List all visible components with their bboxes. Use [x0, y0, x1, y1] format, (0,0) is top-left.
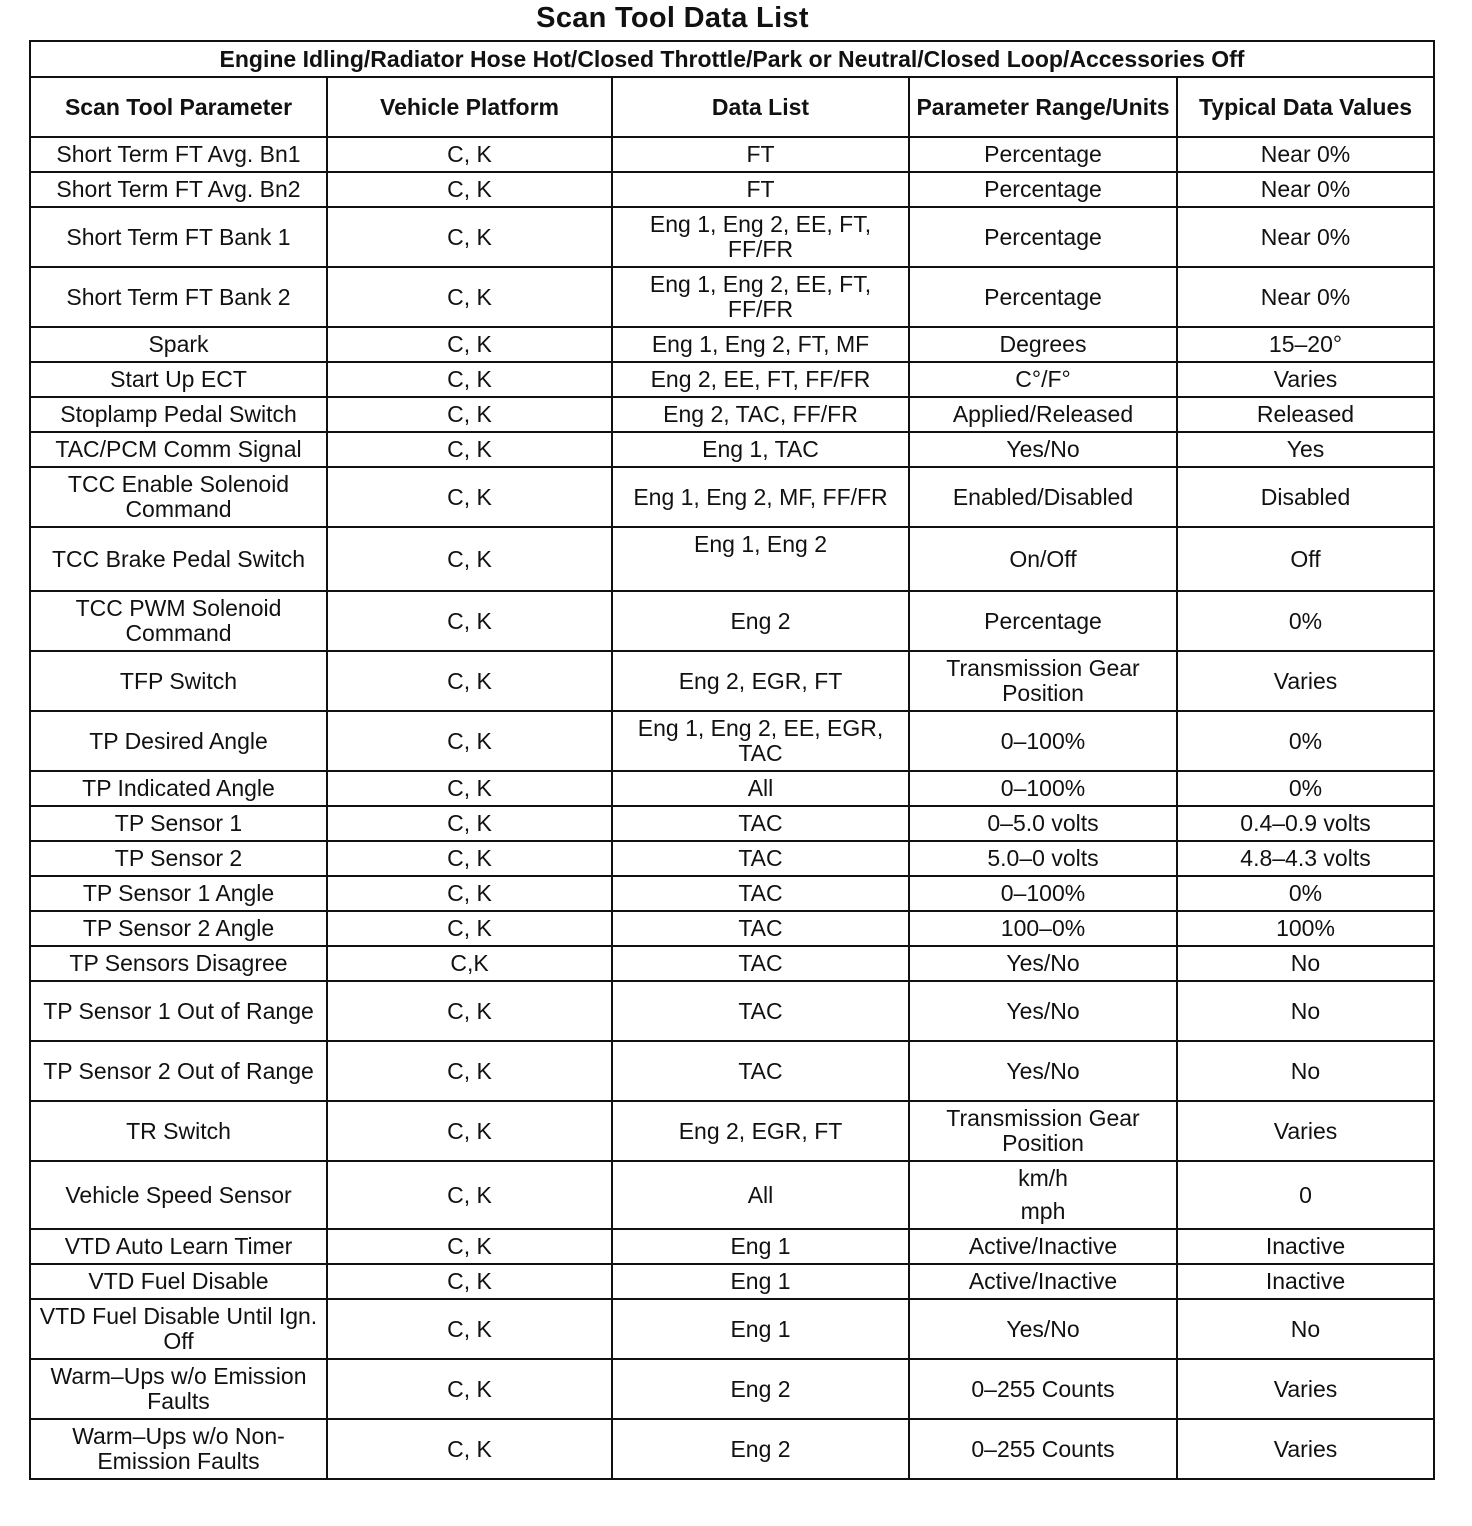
cell-range: Yes/No [909, 1041, 1177, 1101]
cell-range: Percentage [909, 137, 1177, 172]
cell-parameter: TCC Brake Pedal Switch [30, 527, 327, 591]
cell-data-list: TAC [612, 911, 909, 946]
cell-data-list: Eng 2, EE, FT, FF/FR [612, 362, 909, 397]
cell-parameter: TFP Switch [30, 651, 327, 711]
table-row [30, 432, 1434, 467]
cell-typical: No [1177, 1041, 1434, 1101]
cell-data-list: Eng 2, EGR, FT [612, 1101, 909, 1161]
cell-data-list: Eng 1 [612, 1264, 909, 1299]
scan-tool-data-table [29, 40, 1435, 1480]
cell-data-list: Eng 1, Eng 2, MF, FF/FR [612, 467, 909, 527]
cell-platform: C, K [327, 527, 612, 591]
table-row [30, 1359, 1434, 1419]
cell-data-list: Eng 1, Eng 2, FT, MF [612, 327, 909, 362]
cell-range: Enabled/Disabled [909, 467, 1177, 527]
document-title: Scan Tool Data List [536, 2, 809, 34]
cell-parameter: TP Sensor 1 [30, 806, 327, 841]
cell-range: 0–255 Counts [909, 1419, 1177, 1479]
cell-typical: Near 0% [1177, 207, 1434, 267]
column-header-platform: Vehicle Platform [327, 77, 612, 137]
cell-parameter: Warm–Ups w/o Emission Faults [30, 1359, 327, 1419]
cell-range: Percentage [909, 172, 1177, 207]
cell-typical: Varies [1177, 362, 1434, 397]
table-row [30, 771, 1434, 806]
table-row [30, 841, 1434, 876]
cell-data-list: Eng 1, TAC [612, 432, 909, 467]
cell-range: 0–100% [909, 876, 1177, 911]
cell-data-list: TAC [612, 981, 909, 1041]
cell-parameter: TP Sensors Disagree [30, 946, 327, 981]
cell-platform: C, K [327, 137, 612, 172]
cell-platform: C, K [327, 1101, 612, 1161]
table-row [30, 1101, 1434, 1161]
cell-typical: Released [1177, 397, 1434, 432]
cell-data-list: TAC [612, 946, 909, 981]
cell-platform: C, K [327, 771, 612, 806]
cell-typical: 0.4–0.9 volts [1177, 806, 1434, 841]
table-row [30, 362, 1434, 397]
cell-range: On/Off [909, 527, 1177, 591]
cell-parameter: TP Sensor 1 Angle [30, 876, 327, 911]
cell-typical: 0% [1177, 591, 1434, 651]
cell-parameter: TCC Enable Solenoid Command [30, 467, 327, 527]
cell-platform: C, K [327, 1359, 612, 1419]
cell-parameter: Short Term FT Avg. Bn1 [30, 137, 327, 172]
cell-platform: C, K [327, 1299, 612, 1359]
cell-data-list: All [612, 1161, 909, 1229]
cell-parameter: Short Term FT Avg. Bn2 [30, 172, 327, 207]
table-row [30, 1041, 1434, 1101]
cell-platform: C, K [327, 432, 612, 467]
cell-data-list: FT [612, 172, 909, 207]
cell-parameter: Short Term FT Bank 1 [30, 207, 327, 267]
cell-data-list: Eng 1 [612, 1229, 909, 1264]
column-header-parameter: Scan Tool Parameter [30, 77, 327, 137]
cell-parameter: Vehicle Speed Sensor [30, 1161, 327, 1229]
table-row [30, 172, 1434, 207]
table-row [30, 327, 1434, 362]
cell-typical: No [1177, 981, 1434, 1041]
cell-parameter: VTD Fuel Disable [30, 1264, 327, 1299]
cell-data-list: Eng 1, Eng 2, EE, EGR, TAC [612, 711, 909, 771]
cell-data-list: All [612, 771, 909, 806]
cell-platform: C, K [327, 651, 612, 711]
table-row [30, 137, 1434, 172]
cell-typical: Near 0% [1177, 172, 1434, 207]
cell-typical: 4.8–4.3 volts [1177, 841, 1434, 876]
table-row [30, 651, 1434, 711]
table-row [30, 876, 1434, 911]
cell-platform: C, K [327, 362, 612, 397]
cell-range: Transmission Gear Position [909, 1101, 1177, 1161]
table-row [30, 527, 1434, 591]
cell-range: Yes/No [909, 432, 1177, 467]
table-row [30, 711, 1434, 771]
cell-data-list: Eng 2 [612, 1419, 909, 1479]
range-kmh: km/h [1018, 1165, 1068, 1191]
cell-typical: Off [1177, 527, 1434, 591]
cell-parameter: Stoplamp Pedal Switch [30, 397, 327, 432]
cell-range [909, 1161, 1177, 1229]
cell-typical: No [1177, 946, 1434, 981]
cell-parameter: TP Sensor 1 Out of Range [30, 981, 327, 1041]
table-row [30, 981, 1434, 1041]
cell-range: Applied/Released [909, 397, 1177, 432]
column-header-range-units: Parameter Range/Units [909, 77, 1177, 137]
cell-parameter: TP Indicated Angle [30, 771, 327, 806]
table-row [30, 806, 1434, 841]
cell-typical: 0 [1177, 1161, 1434, 1229]
table-row [30, 1229, 1434, 1264]
table-row [30, 1419, 1434, 1479]
cell-typical: Inactive [1177, 1229, 1434, 1264]
test-conditions-header: Engine Idling/Radiator Hose Hot/Closed Throttle/Park or Neutral/Closed Loop/Accessories Off [30, 41, 1434, 77]
cell-parameter: TCC PWM Solenoid Command [30, 591, 327, 651]
cell-parameter: Spark [30, 327, 327, 362]
cell-platform: C,K [327, 946, 612, 981]
cell-platform: C, K [327, 397, 612, 432]
cell-typical: 0% [1177, 771, 1434, 806]
cell-typical: Varies [1177, 1101, 1434, 1161]
cell-typical: No [1177, 1299, 1434, 1359]
cell-range: Transmission Gear Position [909, 651, 1177, 711]
table-row [30, 467, 1434, 527]
range-mph: mph [1020, 1198, 1066, 1224]
cell-parameter: VTD Fuel Disable Until Ign. Off [30, 1299, 327, 1359]
cell-data-list: Eng 1, Eng 2 [612, 527, 909, 591]
cell-parameter: Short Term FT Bank 2 [30, 267, 327, 327]
cell-parameter: TP Desired Angle [30, 711, 327, 771]
cell-typical: 0% [1177, 711, 1434, 771]
cell-typical: Yes [1177, 432, 1434, 467]
cell-platform: C, K [327, 591, 612, 651]
table-row [30, 1299, 1434, 1359]
cell-range: Percentage [909, 591, 1177, 651]
column-header-typical-values: Typical Data Values [1177, 77, 1434, 137]
cell-typical: Varies [1177, 651, 1434, 711]
table-row [30, 911, 1434, 946]
cell-platform: C, K [327, 841, 612, 876]
cell-parameter: VTD Auto Learn Timer [30, 1229, 327, 1264]
cell-range: 0–5.0 volts [909, 806, 1177, 841]
table-row [30, 397, 1434, 432]
cell-platform: C, K [327, 911, 612, 946]
cell-typical: 0% [1177, 876, 1434, 911]
cell-range: 0–255 Counts [909, 1359, 1177, 1419]
table-row [30, 267, 1434, 327]
cell-data-list: FT [612, 137, 909, 172]
table-row [30, 1161, 1434, 1229]
cell-range: 100–0% [909, 911, 1177, 946]
cell-parameter: TAC/PCM Comm Signal [30, 432, 327, 467]
cell-platform: C, K [327, 806, 612, 841]
cell-data-list: Eng 2 [612, 1359, 909, 1419]
cell-typical: Near 0% [1177, 137, 1434, 172]
cell-data-list: Eng 1 [612, 1299, 909, 1359]
cell-range: 0–100% [909, 771, 1177, 806]
cell-typical: Disabled [1177, 467, 1434, 527]
cell-platform: C, K [327, 1041, 612, 1101]
cell-parameter: TP Sensor 2 Out of Range [30, 1041, 327, 1101]
cell-range: 0–100% [909, 711, 1177, 771]
cell-parameter: TP Sensor 2 Angle [30, 911, 327, 946]
table-row [30, 591, 1434, 651]
cell-platform: C, K [327, 1419, 612, 1479]
cell-data-list: TAC [612, 841, 909, 876]
cell-parameter: Warm–Ups w/o Non-Emission Faults [30, 1419, 327, 1479]
cell-platform: C, K [327, 267, 612, 327]
cell-data-list: Eng 2 [612, 591, 909, 651]
cell-range: Yes/No [909, 1299, 1177, 1359]
cell-platform: C, K [327, 1229, 612, 1264]
cell-typical: Inactive [1177, 1264, 1434, 1299]
cell-platform: C, K [327, 876, 612, 911]
cell-range: Active/Inactive [909, 1229, 1177, 1264]
cell-platform: C, K [327, 1161, 612, 1229]
cell-parameter: TR Switch [30, 1101, 327, 1161]
cell-data-list: TAC [612, 876, 909, 911]
cell-range: C°/F° [909, 362, 1177, 397]
cell-typical: Varies [1177, 1359, 1434, 1419]
cell-platform: C, K [327, 172, 612, 207]
cell-typical: Varies [1177, 1419, 1434, 1479]
table-row [30, 946, 1434, 981]
cell-data-list: Eng 2, TAC, FF/FR [612, 397, 909, 432]
cell-data-list: TAC [612, 806, 909, 841]
cell-range: Yes/No [909, 981, 1177, 1041]
cell-platform: C, K [327, 1264, 612, 1299]
cell-parameter: Start Up ECT [30, 362, 327, 397]
cell-platform: C, K [327, 981, 612, 1041]
column-header-data-list: Data List [612, 77, 909, 137]
table-row [30, 1264, 1434, 1299]
cell-data-list: TAC [612, 1041, 909, 1101]
cell-typical: 15–20° [1177, 327, 1434, 362]
cell-platform: C, K [327, 207, 612, 267]
cell-data-list: Eng 2, EGR, FT [612, 651, 909, 711]
table-row [30, 207, 1434, 267]
cell-range: Active/Inactive [909, 1264, 1177, 1299]
cell-range: Yes/No [909, 946, 1177, 981]
cell-parameter: TP Sensor 2 [30, 841, 327, 876]
cell-typical: 100% [1177, 911, 1434, 946]
cell-range: 5.0–0 volts [909, 841, 1177, 876]
cell-range: Degrees [909, 327, 1177, 362]
cell-range: Percentage [909, 267, 1177, 327]
cell-range: Percentage [909, 207, 1177, 267]
cell-platform: C, K [327, 467, 612, 527]
cell-typical: Near 0% [1177, 267, 1434, 327]
cell-platform: C, K [327, 327, 612, 362]
cell-data-list: Eng 1, Eng 2, EE, FT, FF/FR [612, 207, 909, 267]
cell-platform: C, K [327, 711, 612, 771]
cell-data-list: Eng 1, Eng 2, EE, FT, FF/FR [612, 267, 909, 327]
